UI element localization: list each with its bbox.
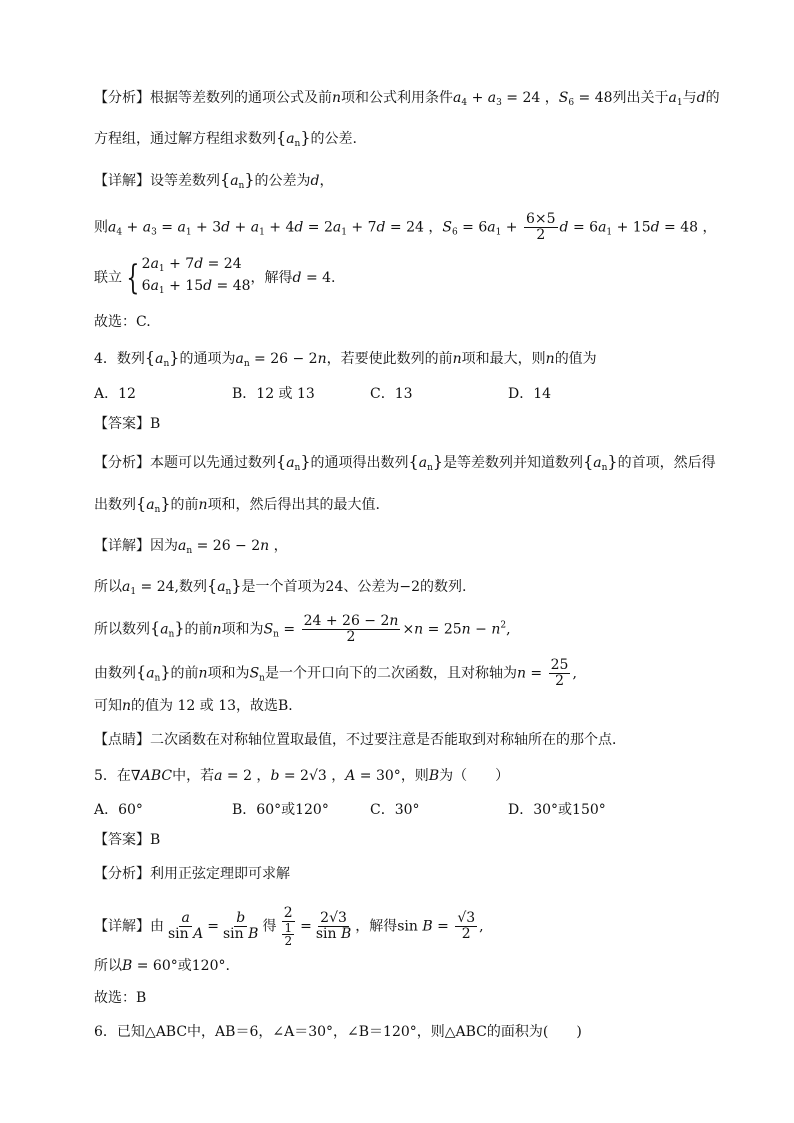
q4-stem: 4．数列$\{a_n\}$的通项为$a_n = 26 - 2n$，若要使此数列的前n项和最大，则n的值为 (94, 348, 597, 369)
q4-option-c: C．13 (370, 386, 413, 402)
q3-detail-line1: 【详解】设等差数列$\{a_n\}$的公差为d， (94, 170, 334, 191)
q4-detail-line5: 可知n的值为 12 或 13，故选B． (94, 698, 303, 714)
q4-option-d: D．14 (508, 386, 552, 402)
q5-option-c: C．30° (370, 802, 420, 818)
q5-answer: 【答案】B (94, 832, 161, 848)
q5-detail-line1: 【详解】由 $\frac{a}{\text{sin A}}$ = $\frac{b}{\text{sin B}}$ 得 $\frac{2}{\frac{1}{2}}$ = $\frac{2√3}{\text{sin B}}$ ，解得sin B = $\frac{√3}{2}$ , (94, 905, 484, 948)
q5-option-d: D．30°或150° (508, 802, 606, 818)
analysis-tag: 【分析】 (94, 90, 150, 106)
q3-analysis-line2: 方程组，通过解方程组求数列$\{a_n\}$的公差. (94, 128, 357, 149)
q3-detail-line3: 联立 { $2a_1 + 7d = 24$ $6a_1 + 15d = 48$ ，解得d = 4. (94, 256, 336, 298)
q5-detail-line2: 所以B = 60°或120°. (94, 958, 230, 974)
q4-detail-line3: 所以数列$\{a_n\}$的前n项和为$S_n$ = $\frac{24 + 26 - 2n}{2}$ $\times n = 25n - n^2$, (94, 613, 511, 645)
q5-option-b: B．60°或120° (232, 802, 329, 818)
q4-option-a: A．12 (94, 386, 136, 402)
q5-stem: 5．在∇ABC中，若a = 2 ，b = 2√3 ，A = 30°，则B为（ ） (94, 768, 510, 784)
q5-option-a: A．60° (94, 802, 143, 818)
q4-detail-line1: 【详解】因为$a_n = 26 - 2n$ ， (94, 538, 288, 556)
q4-answer: 【答案】B (94, 416, 161, 432)
q5-conclusion: 故选：B (94, 990, 147, 1006)
q5-analysis: 【分析】利用正弦定理即可求解 (94, 866, 290, 882)
q4-analysis-line1: 【分析】本题可以先通过数列$\{a_n\}$的通项得出数列$\{a_n\}$是等差数列并知道数列$\{a_n\}$的首项，然后得 (94, 452, 716, 473)
q4-detail-line4: 由数列$\{a_n\}$的前n项和为$S_n$是一个开口向下的二次函数，且对称轴为n = $\frac{25}{2}$ , (94, 657, 577, 689)
q4-detail-line2: 所以$a_1 = 24$,数列$\{a_n\}$是一个首项为24、公差为−2的数列. (94, 576, 467, 597)
q4-analysis-line2: 出数列$\{a_n\}$的前n项和，然后得出其的最大值. (94, 494, 381, 515)
detail-tag: 【详解】 (94, 173, 150, 189)
q3-conclusion: 故选：C. (94, 314, 151, 330)
q6-stem: 6．已知△ABC中，AB＝6，∠A＝30°，∠B＝120°，则△ABC的面积为( ) (94, 1024, 582, 1040)
q4-option-b: B．12 或 13 (232, 386, 315, 402)
q3-analysis-line1: 【分析】根据等差数列的通项公式及前n项和公式利用条件$a_4 + a_3 = 24$ ，$S_6 = 48$列出关于$a_1$与d的 (94, 90, 720, 108)
q3-detail-line2: 则$a_4 + a_3 = a_1 + 3d + a_1 + 4d = 2a_1 + 7d = 24$ ，$S_6 = 6a_1$ + $\frac{6\times 5}{2}$ $d = 6a_1 + 15d = 48$ ， (94, 211, 717, 243)
q4-key-point: 【点睛】二次函数在对称轴位置取最值，不过要注意是否能取到对称轴所在的那个点． (94, 732, 626, 748)
